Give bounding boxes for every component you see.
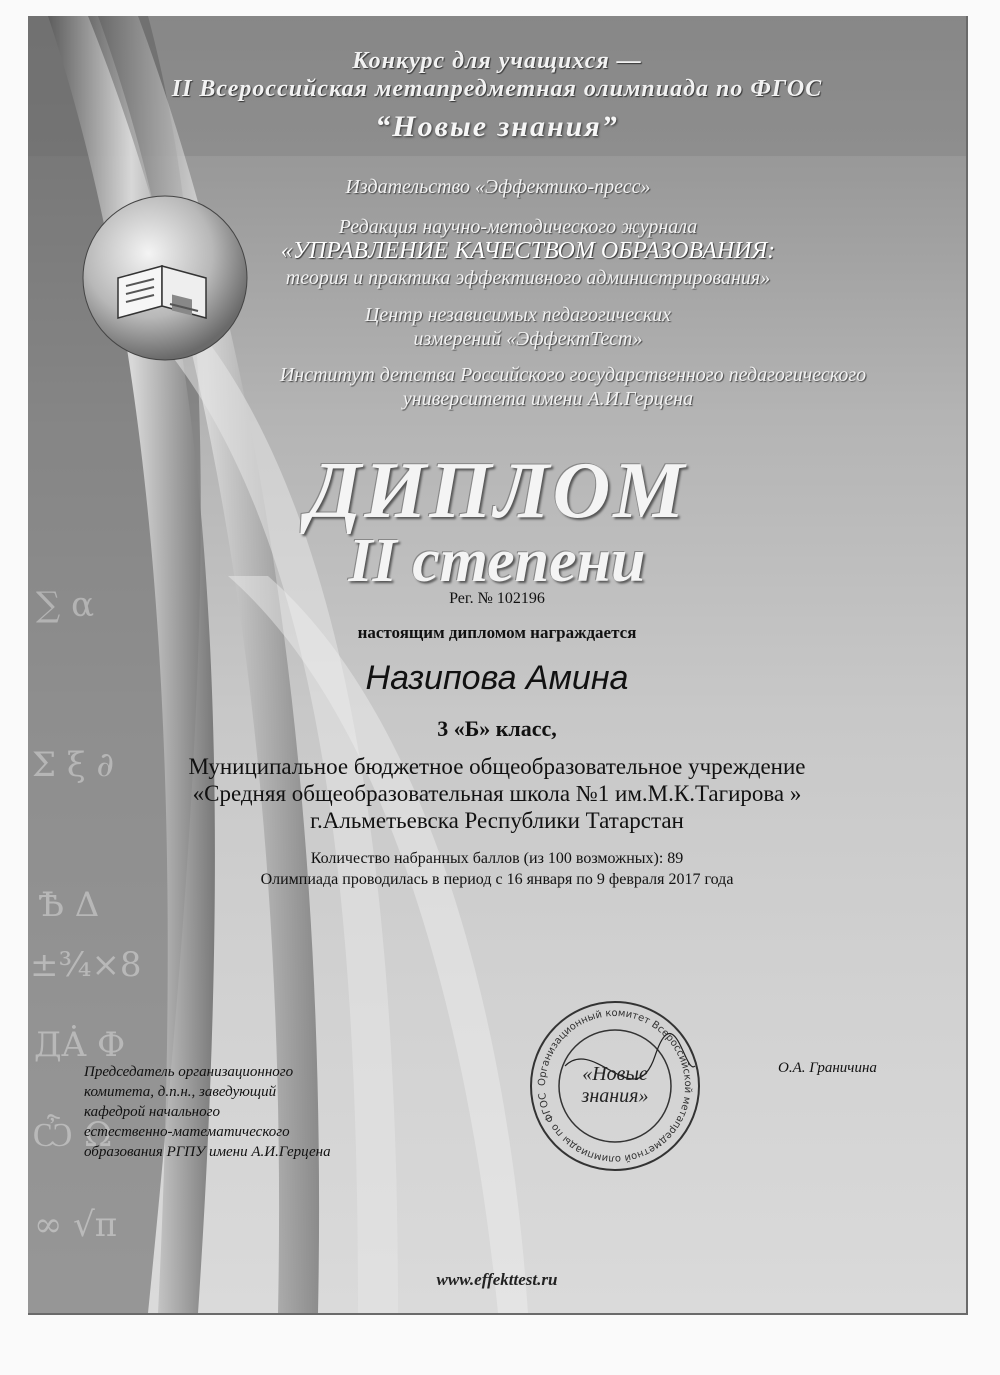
journal-editorial: Редакция научно-методического журнала bbox=[338, 216, 698, 238]
olympiad-name: “Новые знания” bbox=[375, 110, 619, 143]
signer-role-line2: комитета, д.п.н., заведующий bbox=[84, 1084, 277, 1100]
signer-role-line4: естественно-математического bbox=[84, 1124, 290, 1140]
center-line1: Центр независимых педагогических bbox=[364, 304, 672, 326]
school-line1: Муниципальное бюджетное общеобразовательное учреждение bbox=[188, 754, 806, 779]
signer-name: О.А. Граничина bbox=[778, 1060, 877, 1076]
contest-line: Конкурс для учащихся — bbox=[352, 48, 642, 74]
stamp-center-line1: «Новые bbox=[582, 1063, 648, 1085]
period-text: Олимпиада проводилась в период с 16 января по 9 февраля 2017 года bbox=[260, 871, 734, 888]
svg-text:∑ α: ∑ α bbox=[36, 585, 95, 625]
olympiad-stamp bbox=[525, 996, 705, 1176]
institute-line2: университета имени А.И.Герцена bbox=[402, 388, 694, 410]
institute-line1: Институт детства Российского государственного педагогического bbox=[279, 364, 867, 386]
signer-role bbox=[84, 1062, 331, 1162]
signer-role-line3: кафедрой начального bbox=[84, 1104, 220, 1120]
diploma-degree: II степени bbox=[348, 527, 646, 595]
signer-role-line1: Председатель организационного bbox=[84, 1064, 294, 1080]
svg-text:Σ ξ ∂: Σ ξ ∂ bbox=[32, 745, 114, 785]
signer-role-line5: образования РГПУ имени А.И.Герцена bbox=[84, 1144, 331, 1160]
svg-text:±¾×8: ±¾×8 bbox=[30, 945, 142, 985]
awarded-text: настоящим дипломом награждается bbox=[357, 623, 637, 642]
diploma-title: ДИПЛОМ bbox=[306, 447, 688, 535]
school-line3: г.Альметьевска Республики Татарстан bbox=[310, 808, 684, 833]
journal-title: «УПРАВЛЕНИЕ КАЧЕСТВОМ ОБРАЗОВАНИЯ: bbox=[280, 238, 776, 264]
svg-text:ДȦ Ф: ДȦ Ф bbox=[34, 1025, 126, 1065]
website-link: www.effekttest.ru bbox=[436, 1270, 558, 1289]
diploma-sheet bbox=[28, 16, 968, 1315]
olympiad-line: II Всероссийская метапредметная олимпиада по ФГОС bbox=[171, 76, 823, 102]
svg-text:∞ √π: ∞ √π bbox=[34, 1205, 118, 1245]
recipient-name: Назипова Амина bbox=[365, 659, 629, 697]
stamp-ring-text: Организационный комитет Всероссийской метапредметной олимпиады по ФГОС bbox=[536, 1007, 694, 1165]
reg-number: Рег. № 102196 bbox=[449, 590, 545, 607]
center-line2: измерений «ЭффектТест» bbox=[413, 328, 643, 350]
class-label: 3 «Б» класс, bbox=[437, 716, 557, 741]
publisher: Издательство «Эффектико-пресс» bbox=[345, 176, 651, 198]
school-line2: «Средняя общеобразовательная школа №1 им.М.К.Тагирова » bbox=[192, 781, 802, 806]
svg-text:Ѽ Ω: Ѽ Ω bbox=[32, 1115, 113, 1155]
journal-subtitle: теория и практика эффективного администрирования» bbox=[285, 267, 771, 289]
svg-text:Ѣ Δ: Ѣ Δ bbox=[38, 885, 100, 925]
score-text: Количество набранных баллов (из 100 возможных): 89 bbox=[310, 850, 684, 867]
stamp-center-line2: знания» bbox=[581, 1085, 649, 1107]
